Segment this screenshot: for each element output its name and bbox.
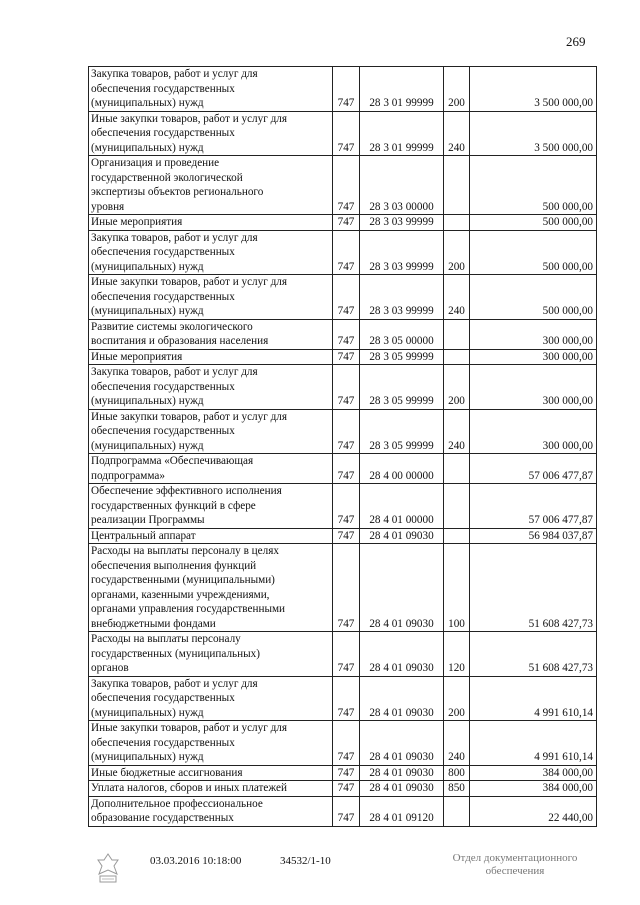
row-name-cell: Развитие системы экологического воспитания и образования населения xyxy=(89,319,333,349)
row-expense-type-cell: 240 xyxy=(444,721,470,766)
row-expense-type-cell: 850 xyxy=(444,781,470,797)
row-expense-type-cell xyxy=(444,215,470,231)
row-amount-cell: 4 991 610,14 xyxy=(470,721,597,766)
row-code-cell: 28 3 05 99999 xyxy=(360,365,444,410)
row-code-cell: 28 4 01 09030 xyxy=(360,528,444,544)
row-amount-cell: 3 500 000,00 xyxy=(470,111,597,156)
row-code-cell: 28 3 01 99999 xyxy=(360,67,444,112)
row-ministry-cell: 747 xyxy=(333,409,360,454)
row-ministry-cell: 747 xyxy=(333,230,360,275)
row-name-cell: Уплата налогов, сборов и иных платежей xyxy=(89,781,333,797)
row-expense-type-cell: 100 xyxy=(444,544,470,632)
table-row xyxy=(89,409,597,454)
row-code-cell: 28 3 03 99999 xyxy=(360,215,444,231)
row-name-cell: Закупка товаров, работ и услуг для обеспечения государственных (муниципальных) нужд xyxy=(89,230,333,275)
table-row xyxy=(89,632,597,677)
row-expense-type-cell: 200 xyxy=(444,676,470,721)
row-name-cell: Иные бюджетные ассигнования xyxy=(89,765,333,781)
row-ministry-cell: 747 xyxy=(333,111,360,156)
row-ministry-cell: 747 xyxy=(333,528,360,544)
page-footer xyxy=(0,852,640,892)
row-code-cell: 28 3 03 99999 xyxy=(360,230,444,275)
department-stamp xyxy=(440,852,590,878)
row-code-cell: 28 3 03 00000 xyxy=(360,156,444,215)
row-expense-type-cell: 200 xyxy=(444,67,470,112)
row-name-cell: Иные закупки товаров, работ и услуг для обеспечения государственных (муниципальных) нужд xyxy=(89,409,333,454)
budget-table xyxy=(88,66,597,827)
table-row xyxy=(89,454,597,484)
row-name-cell: Закупка товаров, работ и услуг для обеспечения государственных (муниципальных) нужд xyxy=(89,365,333,410)
row-name-cell: Закупка товаров, работ и услуг для обеспечения государственных (муниципальных) нужд xyxy=(89,676,333,721)
row-ministry-cell: 747 xyxy=(333,721,360,766)
row-ministry-cell: 747 xyxy=(333,765,360,781)
row-amount-cell: 300 000,00 xyxy=(470,409,597,454)
stamp-date: 03.03.2016 10:18:00 xyxy=(150,855,242,867)
table-row xyxy=(89,319,597,349)
row-amount-cell: 3 500 000,00 xyxy=(470,67,597,112)
row-name-cell: Расходы на выплаты персоналу в целях обеспечения выполнения функций государственными (муниципальными) органами, казенными учреждениями, органами управления государственными внебюджетными фондами xyxy=(89,544,333,632)
department-line-2: обеспечения xyxy=(485,865,545,877)
row-amount-cell: 51 608 427,73 xyxy=(470,544,597,632)
row-code-cell: 28 3 03 99999 xyxy=(360,275,444,320)
row-amount-cell: 56 984 037,87 xyxy=(470,528,597,544)
row-code-cell: 28 4 01 09030 xyxy=(360,765,444,781)
row-code-cell: 28 4 01 09120 xyxy=(360,796,444,826)
row-ministry-cell: 747 xyxy=(333,796,360,826)
row-name-cell: Иные закупки товаров, работ и услуг для обеспечения государственных (муниципальных) нужд xyxy=(89,721,333,766)
row-code-cell: 28 4 00 00000 xyxy=(360,454,444,484)
row-expense-type-cell xyxy=(444,319,470,349)
row-name-cell: Центральный аппарат xyxy=(89,528,333,544)
row-amount-cell: 51 608 427,73 xyxy=(470,632,597,677)
table-row xyxy=(89,676,597,721)
row-expense-type-cell xyxy=(444,349,470,365)
row-amount-cell: 500 000,00 xyxy=(470,230,597,275)
table-row xyxy=(89,230,597,275)
table-row xyxy=(89,111,597,156)
row-expense-type-cell xyxy=(444,796,470,826)
row-expense-type-cell: 200 xyxy=(444,365,470,410)
row-code-cell: 28 4 01 09030 xyxy=(360,544,444,632)
row-amount-cell: 4 991 610,14 xyxy=(470,676,597,721)
table-row xyxy=(89,275,597,320)
table-row xyxy=(89,796,597,826)
row-amount-cell: 300 000,00 xyxy=(470,365,597,410)
row-expense-type-cell: 120 xyxy=(444,632,470,677)
table-row xyxy=(89,349,597,365)
row-ministry-cell: 747 xyxy=(333,275,360,320)
row-name-cell: Дополнительное профессиональное образование государственных xyxy=(89,796,333,826)
row-ministry-cell: 747 xyxy=(333,676,360,721)
row-code-cell: 28 4 01 00000 xyxy=(360,484,444,529)
row-amount-cell: 384 000,00 xyxy=(470,781,597,797)
row-code-cell: 28 3 01 99999 xyxy=(360,111,444,156)
row-ministry-cell: 747 xyxy=(333,365,360,410)
row-expense-type-cell: 240 xyxy=(444,275,470,320)
row-ministry-cell: 747 xyxy=(333,781,360,797)
row-amount-cell: 500 000,00 xyxy=(470,215,597,231)
coat-of-arms-icon xyxy=(92,852,124,889)
row-ministry-cell: 747 xyxy=(333,454,360,484)
row-ministry-cell: 747 xyxy=(333,215,360,231)
row-amount-cell: 57 006 477,87 xyxy=(470,454,597,484)
table-row xyxy=(89,765,597,781)
row-name-cell: Обеспечение эффективного исполнения государственных функций в сфере реализации Программы xyxy=(89,484,333,529)
row-ministry-cell: 747 xyxy=(333,349,360,365)
table-row xyxy=(89,215,597,231)
row-ministry-cell: 747 xyxy=(333,632,360,677)
row-name-cell: Иные закупки товаров, работ и услуг для обеспечения государственных (муниципальных) нужд xyxy=(89,275,333,320)
table-row xyxy=(89,528,597,544)
department-line-1: Отдел документационного xyxy=(452,852,578,864)
row-ministry-cell: 747 xyxy=(333,67,360,112)
row-amount-cell: 22 440,00 xyxy=(470,796,597,826)
table-row xyxy=(89,721,597,766)
table-row xyxy=(89,365,597,410)
row-ministry-cell: 747 xyxy=(333,156,360,215)
row-amount-cell: 300 000,00 xyxy=(470,319,597,349)
row-code-cell: 28 4 01 09030 xyxy=(360,781,444,797)
row-expense-type-cell: 200 xyxy=(444,230,470,275)
row-ministry-cell: 747 xyxy=(333,484,360,529)
row-name-cell: Иные закупки товаров, работ и услуг для обеспечения государственных (муниципальных) нужд xyxy=(89,111,333,156)
row-code-cell: 28 3 05 00000 xyxy=(360,319,444,349)
row-code-cell: 28 4 01 09030 xyxy=(360,721,444,766)
row-code-cell: 28 4 01 09030 xyxy=(360,632,444,677)
table-row xyxy=(89,484,597,529)
row-expense-type-cell xyxy=(444,528,470,544)
row-code-cell: 28 4 01 09030 xyxy=(360,676,444,721)
row-ministry-cell: 747 xyxy=(333,544,360,632)
row-code-cell: 28 3 05 99999 xyxy=(360,409,444,454)
page-number: 269 xyxy=(566,34,586,49)
row-name-cell: Иные мероприятия xyxy=(89,215,333,231)
row-amount-cell: 500 000,00 xyxy=(470,156,597,215)
document-id: 34532/1-10 xyxy=(280,855,331,867)
row-name-cell: Расходы на выплаты персоналу государственных (муниципальных) органов xyxy=(89,632,333,677)
row-expense-type-cell: 240 xyxy=(444,111,470,156)
row-expense-type-cell xyxy=(444,484,470,529)
row-expense-type-cell: 240 xyxy=(444,409,470,454)
row-code-cell: 28 3 05 99999 xyxy=(360,349,444,365)
row-name-cell: Подпрограмма «Обеспечивающая подпрограмма» xyxy=(89,454,333,484)
budget-table-body xyxy=(89,67,597,827)
row-ministry-cell: 747 xyxy=(333,319,360,349)
row-amount-cell: 500 000,00 xyxy=(470,275,597,320)
row-expense-type-cell xyxy=(444,454,470,484)
table-row xyxy=(89,67,597,112)
table-row xyxy=(89,781,597,797)
table-row xyxy=(89,156,597,215)
row-amount-cell: 384 000,00 xyxy=(470,765,597,781)
table-row xyxy=(89,544,597,632)
row-name-cell: Закупка товаров, работ и услуг для обеспечения государственных (муниципальных) нужд xyxy=(89,67,333,112)
row-name-cell: Организация и проведение государственной экологической экспертизы объектов регионального уровня xyxy=(89,156,333,215)
row-expense-type-cell xyxy=(444,156,470,215)
row-amount-cell: 300 000,00 xyxy=(470,349,597,365)
row-amount-cell: 57 006 477,87 xyxy=(470,484,597,529)
row-name-cell: Иные мероприятия xyxy=(89,349,333,365)
row-expense-type-cell: 800 xyxy=(444,765,470,781)
